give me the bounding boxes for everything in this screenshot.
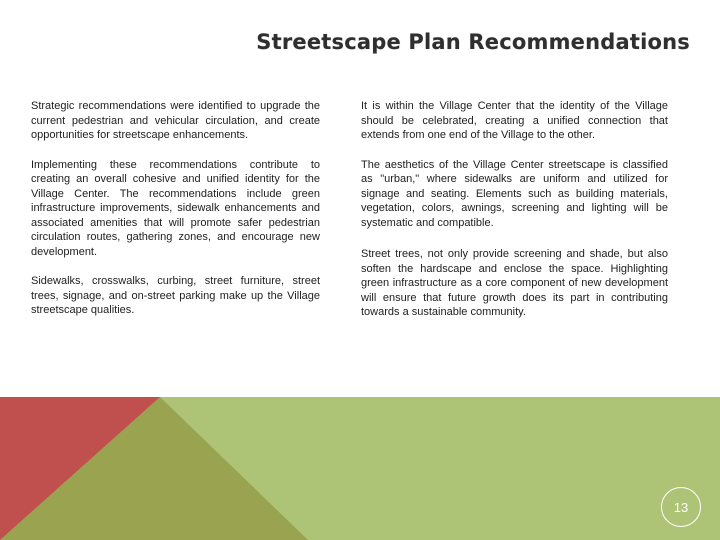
right-paragraph: It is within the Village Center that the identity of the Village should be celebrated, creating a unified connection that extends from one end of the Village to the other. <box>361 100 668 141</box>
right-column <box>361 99 668 335</box>
left-paragraph: Strategic recommendations were identified to upgrade the current pedestrian and vehicular circulation, and create opportunities for streetscape enhancements. <box>31 100 320 141</box>
right-paragraph: Street trees, not only provide screening and shade, but also soften the hardscape and enclose the space. Highlighting green infrastructure as a core component of new development will ensure that future growth does its part in contributing towards a sustainable community. <box>361 248 668 318</box>
slide-title: Streetscape Plan Recommendations <box>256 30 690 54</box>
left-column <box>31 99 320 333</box>
decorative-footer-shapes <box>0 397 720 540</box>
left-paragraph: Sidewalks, crosswalks, curbing, street furniture, street trees, signage, and on-street parking make up the Village streetscape qualities. <box>31 275 320 316</box>
left-paragraph: Implementing these recommendations contribute to creating an overall cohesive and unified identity for the Village Center. The recommendations include green infrastructure improvements, sidewalk enhancements and associated amenities that will promote safer pedestrian circulation routes, gathering zones, and encourage new development. <box>31 158 320 258</box>
page-number-badge <box>661 487 701 527</box>
page-number: 13 <box>673 499 689 515</box>
right-paragraph: The aesthetics of the Village Center streetscape is classified as "urban," where sidewalks are uniform and utilized for signage and seating. Elements such as building materials, vegetation, colors, awnings, screening and lighting will be systematic and compatible. <box>361 158 668 229</box>
